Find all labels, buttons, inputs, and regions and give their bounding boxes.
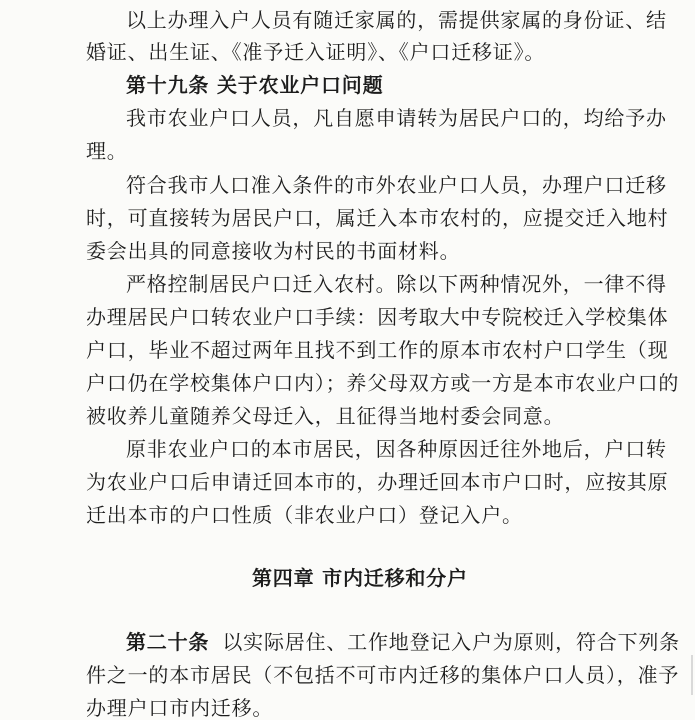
text-line: 户口仍在学校集体户口内）；养父母双方或一方是本市农业户口的 [86,371,680,395]
text-line: 符合我市人口准入条件的市外农业户口人员，办理户口迁移 [126,173,667,197]
text-line: 我市农业户口人员，凡自愿申请转为居民户口的，均给予办 [126,106,667,130]
text-line: 为农业户口后申请迁回本市的，办理迁回本市户口时，应按其原 [86,470,669,494]
article-heading: 第十九条 关于农业户口问题 [126,73,384,97]
chapter-title: 第四章 市内迁移和分户 [252,566,468,590]
text-line: 办理居民户口转农业户口手续：因考取大中专院校迁入学校集体 [86,305,669,329]
scan-edge-mark [691,655,693,695]
text-line: 理。 [86,139,128,163]
text-line: 迁出本市的户口性质（非农业户口）登记入户。 [86,503,523,527]
text-line: 婚证、出生证、《准予迁入证明》、《户口迁移证》。 [86,40,546,64]
text-line: 以上办理入户人员有随迁家属的，需提供家属的身份证、结 [126,8,667,32]
text-line: 被收养儿童随养父母迁入，且征得当地村委会同意。 [86,404,565,428]
text-line: 件之一的本市居民（不包括不可市内迁移的集体户口人员），准予 [86,663,680,687]
article-label: 第二十条 [126,630,210,654]
text-line: 委会出具的同意接收为村民的书面材料。 [86,239,461,263]
text-line: 以实际居住、工作地登记入户为原则，符合下列条 [222,630,680,654]
article-first-line [126,630,680,654]
text-line: 严格控制居民户口迁入农村。除以下两种情况外，一律不得 [126,272,667,296]
text-line: 时，可直接转为居民户口，属迁入本市农村的，应提交迁入地村 [86,206,669,230]
text-line: 户口，毕业不超过两年且找不到工作的原本市农村户口学生（现 [86,338,669,362]
text-line: 办理户口市内迁移。 [86,696,274,720]
text-line: 原非农业户口的本市居民，因各种原因迁往外地后，户口转 [126,437,667,461]
